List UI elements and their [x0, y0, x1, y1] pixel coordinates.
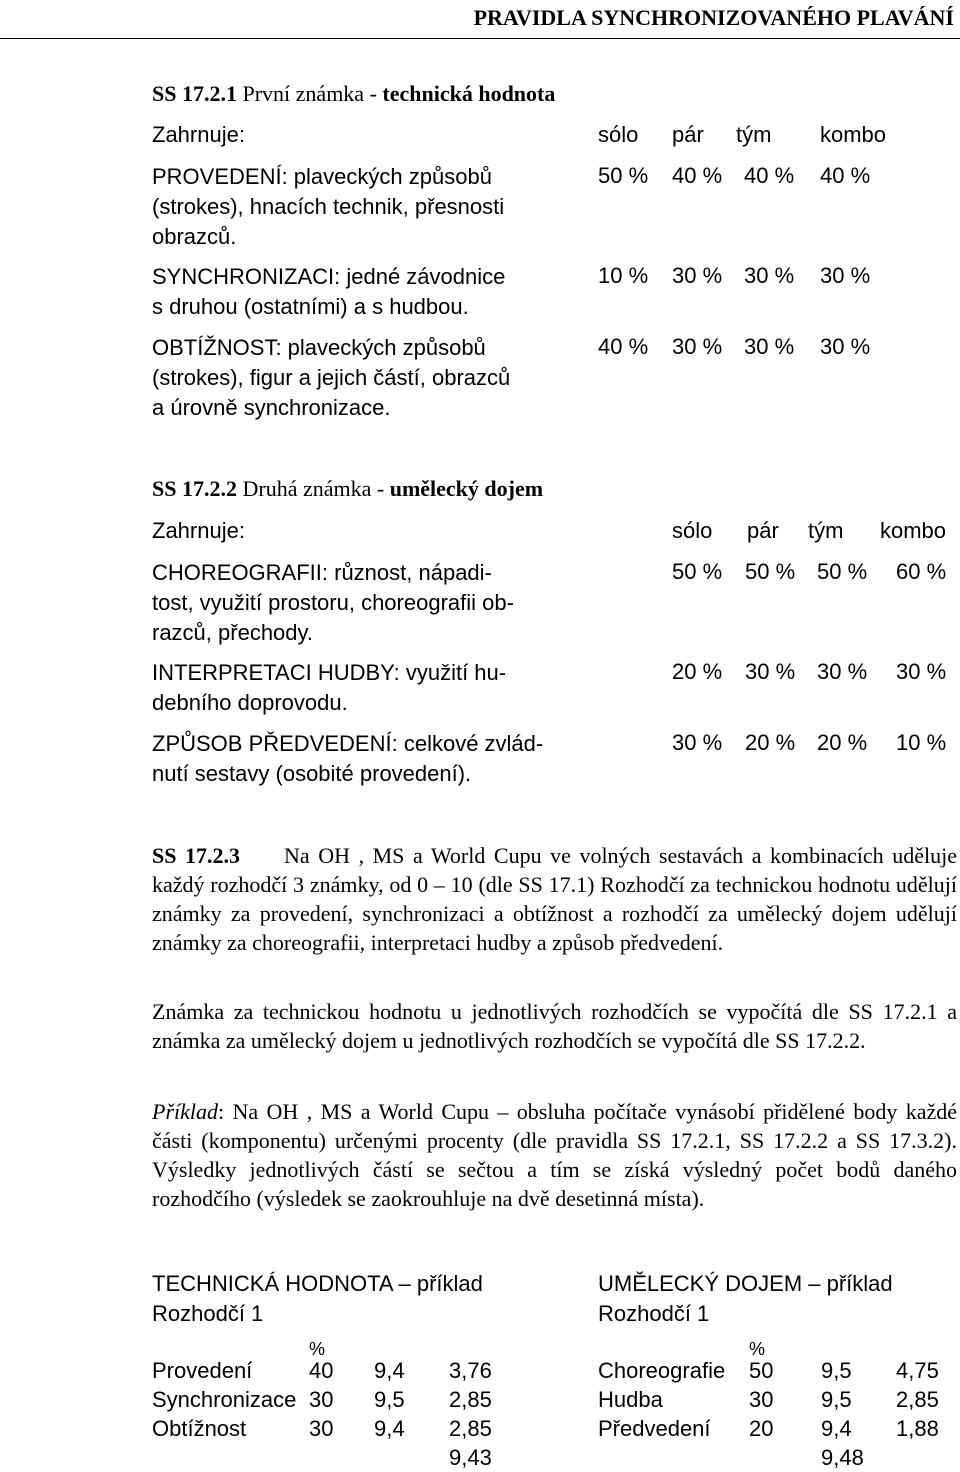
- example-artistic-row-result: 2,85: [896, 1387, 939, 1412]
- section1-row-difficulty-value: 30 %: [820, 334, 871, 359]
- example-technical-row-score: 9,4: [374, 1358, 405, 1383]
- section1-row-synchronization-value: 30 %: [672, 263, 723, 288]
- example-artistic-row-percent: 30: [749, 1387, 774, 1412]
- example-technical-total: 9,43: [449, 1445, 492, 1470]
- section2-title-bold: umělecký dojem: [389, 476, 544, 501]
- example-artistic-row-label: Choreografie: [598, 1358, 726, 1383]
- example-technical-row-result: 2,85: [449, 1387, 492, 1412]
- example-artistic-judge: Rozhodčí 1: [598, 1301, 710, 1326]
- section1-number: SS 17.2.1: [152, 81, 237, 106]
- example-artistic-row-result: 4,75: [896, 1358, 939, 1383]
- section1-row-execution-value: 40 %: [820, 163, 871, 188]
- section2-title-plain: Druhá známka -: [242, 476, 390, 501]
- page-header-title: PRAVIDLA SYNCHRONIZOVANÉHO PLAVÁNÍ: [473, 5, 954, 30]
- section2-row-music-value: 30 %: [745, 659, 796, 684]
- section2-row-music: INTERPRETACI HUDBY: využití hu- debního doprovodu.: [152, 660, 507, 715]
- example-technical-row-percent: 30: [309, 1416, 334, 1441]
- section1-col-pair: pár: [672, 122, 704, 147]
- section1-title-plain: První známka -: [242, 81, 383, 106]
- example-technical-row-result: 3,76: [449, 1358, 492, 1383]
- section1-row-synchronization-value: 30 %: [744, 263, 795, 288]
- example-technical-row-percent: 30: [309, 1387, 334, 1412]
- example-technical-title: TECHNICKÁ HODNOTA – příklad: [152, 1271, 483, 1296]
- example-artistic-row-label: Hudba: [598, 1387, 663, 1412]
- section1-includes-label: Zahrnuje:: [152, 122, 245, 147]
- section1-col-solo: sólo: [598, 122, 639, 147]
- example-artistic-row-percent: 20: [749, 1416, 774, 1441]
- section2-col-pair: pár: [747, 518, 779, 543]
- section1-row-difficulty-value: 40 %: [598, 334, 649, 359]
- section2-row-presentation-value: 10 %: [896, 730, 947, 755]
- example-technical-judge: Rozhodčí 1: [152, 1301, 264, 1326]
- section1-row-execution-value: 40 %: [744, 163, 795, 188]
- section1-row-synchronization-value: 30 %: [820, 263, 871, 288]
- example-technical-row-score: 9,4: [374, 1416, 405, 1441]
- section1-row-synchronization-value: 10 %: [598, 263, 649, 288]
- section2-row-choreography-value: 50 %: [817, 559, 868, 584]
- section2-col-team: tým: [808, 518, 844, 543]
- example-artistic-total: 9,48: [821, 1445, 864, 1470]
- example-artistic-title: UMĚLECKÝ DOJEM – příklad: [598, 1271, 893, 1296]
- section2-row-music-value: 30 %: [896, 659, 947, 684]
- section2-row-choreography-value: 50 %: [745, 559, 796, 584]
- example-artistic-row-score: 9,5: [821, 1358, 852, 1383]
- example-artistic-row-percent: 50: [749, 1358, 774, 1383]
- section2-row-music-value: 30 %: [817, 659, 868, 684]
- section1-row-execution: PROVEDENÍ: plaveckých způsobů (strokes), hnacích technik, přesnosti obrazců.: [152, 164, 505, 249]
- example-label: Příklad: [152, 1099, 218, 1124]
- section2-row-presentation-value: 20 %: [745, 730, 796, 755]
- section2-includes-label: Zahrnuje:: [152, 518, 245, 543]
- section3-paragraph-1: SS 17.2.3 Na OH , MS a World Cupu ve volných sestavách a kombinacích uděluje každý rozhodčí 3 známky, od 0 – 10 (dle SS 17.1) Rozhodčí za technickou hodnotu udělují známky za provedení, synchronizaci a obtížnost a rozhodčí za umělecký dojem udělují známky za choreografii, interpretaci hudby a způsob předvedení.: [152, 843, 957, 955]
- example-artistic-row-score: 9,5: [821, 1387, 852, 1412]
- section2-heading: [152, 475, 543, 503]
- section1-title-bold: technická hodnota: [382, 81, 556, 106]
- example-artistic-percent-header: %: [749, 1339, 766, 1359]
- section1-row-synchronization: SYNCHRONIZACI: jedné závodnice s druhou (ostatními) a s hudbou.: [152, 264, 506, 319]
- section1-row-execution-value: 40 %: [672, 163, 723, 188]
- header-rule: [0, 38, 960, 39]
- section2-row-presentation-value: 30 %: [672, 730, 723, 755]
- section1-col-combo: kombo: [820, 122, 887, 147]
- example-technical-row-label: Obtížnost: [152, 1416, 247, 1441]
- section2-row-choreography-value: 50 %: [672, 559, 723, 584]
- example-technical-row-label: Synchronizace: [152, 1387, 297, 1412]
- section2-col-solo: sólo: [672, 518, 713, 543]
- section1-col-team: tým: [736, 122, 772, 147]
- section1-row-difficulty-value: 30 %: [672, 334, 723, 359]
- section3-number: SS 17.2.3: [152, 843, 241, 868]
- example-technical-row-result: 2,85: [449, 1416, 492, 1441]
- example-artistic-row-result: 1,88: [896, 1416, 939, 1441]
- example-technical-row-percent: 40: [309, 1358, 334, 1383]
- section1-row-difficulty-value: 30 %: [744, 334, 795, 359]
- section2-row-choreography: CHOREOGRAFII: různost, nápadi- tost, využití prostoru, choreografii ob- razců, přechody.: [152, 560, 514, 645]
- example-technical-row-score: 9,5: [374, 1387, 405, 1412]
- section1-row-execution-value: 50 %: [598, 163, 649, 188]
- section3-paragraph-3: Příklad: Na OH , MS a World Cupu – obsluha počítače vynásobí přidělené body každé části (komponentu) určenými procenty (dle pravidla SS 17.2.1, SS 17.2.2 a SS 17.3.2). Výsledky jednotlivých částí se sečtou a tím se získá výsledný počet bodů daného rozhodčího (výsledek se zaokrouhluje na dvě desetinná místa).: [152, 1099, 957, 1211]
- section2-row-presentation-value: 20 %: [817, 730, 868, 755]
- section2-number: SS 17.2.2: [152, 476, 237, 501]
- section2-row-choreography-value: 60 %: [896, 559, 947, 584]
- section2-row-music-value: 20 %: [672, 659, 723, 684]
- example-artistic-row-label: Předvedení: [598, 1416, 711, 1441]
- section1-heading: [152, 80, 555, 108]
- section2-row-presentation: ZPŮSOB PŘEDVEDENÍ: celkové zvlád- nutí sestavy (osobité provedení).: [152, 731, 544, 786]
- example-technical-percent-header: %: [309, 1339, 326, 1359]
- section2-col-combo: kombo: [880, 518, 947, 543]
- section3-paragraph-2: Známka za technickou hodnotu u jednotlivých rozhodčích se vypočítá dle SS 17.2.1 a známka za umělecký dojem u jednotlivých rozhodčích se vypočítá dle SS 17.2.2.: [152, 999, 957, 1053]
- section1-row-difficulty: OBTÍŽNOST: plaveckých způsobů (strokes), figur a jejich částí, obrazců a úrovně synchronizace.: [152, 335, 511, 420]
- example-artistic-row-score: 9,4: [821, 1416, 852, 1441]
- example-technical-row-label: Provedení: [152, 1358, 253, 1383]
